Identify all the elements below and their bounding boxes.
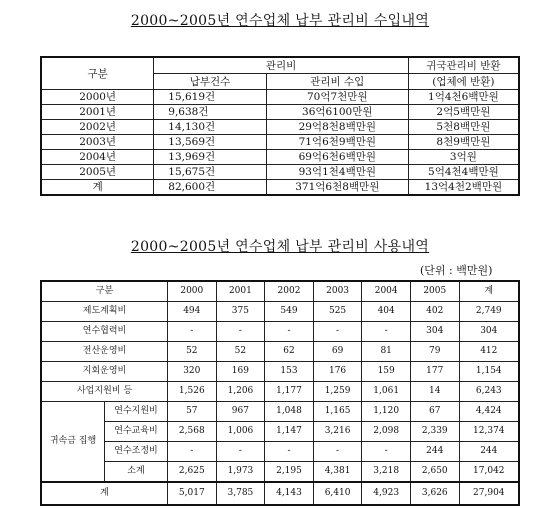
table-row <box>41 362 519 382</box>
total-label: 계 <box>41 482 168 505</box>
cell-value: - <box>168 322 217 342</box>
sub-row-label: 소계 <box>105 462 168 483</box>
row-label: 사업지원비 등 <box>41 382 168 402</box>
cell-value: 2,339 <box>410 422 459 442</box>
cell-value: 1,206 <box>216 382 265 402</box>
cell-count: 15,619건 <box>154 90 266 105</box>
cell-value: 2,650 <box>410 462 459 483</box>
cell-income: 71억6천9백만원 <box>266 135 408 150</box>
cell-value: 4,143 <box>265 482 314 505</box>
cell-value: 494 <box>168 302 217 322</box>
cell-value: 404 <box>362 302 411 322</box>
cell-value: 1,048 <box>265 402 314 422</box>
cell-income: 29억8천8백만원 <box>266 120 408 135</box>
cell-refund: 1억4천6백만원 <box>408 90 519 105</box>
cell-value: - <box>216 322 265 342</box>
cell-count: 13,569건 <box>154 135 266 150</box>
cell-value: 304 <box>410 322 459 342</box>
cell-refund: 5천8백만원 <box>408 120 519 135</box>
table-row <box>41 90 519 105</box>
header-group: 구분 <box>41 57 154 90</box>
cell-value: 244 <box>459 442 519 462</box>
cell-value: 17,042 <box>459 462 519 483</box>
table-row <box>41 462 519 483</box>
cell-income: 36억6100만원 <box>266 105 408 120</box>
header-year: 2002 <box>265 281 314 302</box>
table-row <box>41 382 519 402</box>
row-label: 제도계획비 <box>41 302 168 322</box>
cell-value: 4,923 <box>362 482 411 505</box>
cell-value: 525 <box>313 302 362 322</box>
cell-value: 81 <box>362 342 411 362</box>
cell-value: 1,120 <box>362 402 411 422</box>
table-row <box>41 402 519 422</box>
table-row <box>41 120 519 135</box>
header-year: 계 <box>459 281 519 302</box>
cell-value: 2,625 <box>168 462 217 483</box>
cell-value: 2,098 <box>362 422 411 442</box>
cell-value: - <box>362 442 411 462</box>
cell-value: - <box>362 322 411 342</box>
table2-header-row <box>41 281 519 302</box>
header-refund-line2: (업체에 반환) <box>408 74 519 90</box>
table-row <box>41 342 519 362</box>
cell-count: 9,638건 <box>154 105 266 120</box>
management-fee-usage-table <box>40 280 520 506</box>
cell-count: 14,130건 <box>154 120 266 135</box>
cell-year: 2005년 <box>41 165 154 180</box>
management-fee-income-table <box>40 56 520 196</box>
cell-income: 70억7천만원 <box>266 90 408 105</box>
cell-value: - <box>265 442 314 462</box>
cell-income: 371억6천8백만원 <box>266 180 408 196</box>
cell-year: 2002년 <box>41 120 154 135</box>
table-row <box>41 135 519 150</box>
cell-value: 1,165 <box>313 402 362 422</box>
cell-refund: 5억4천4백만원 <box>408 165 519 180</box>
table-row <box>41 302 519 322</box>
cell-value: 12,374 <box>459 422 519 442</box>
table2-title: 2000~2005년 연수업체 납부 관리비 사용내역 <box>130 239 430 255</box>
cell-value: 2,195 <box>265 462 314 483</box>
cell-refund: 8천9백만원 <box>408 135 519 150</box>
cell-value: 4,381 <box>313 462 362 483</box>
group-label: 귀속금 집행 <box>41 402 105 483</box>
cell-value: 6,410 <box>313 482 362 505</box>
cell-income: 93억1천4백만원 <box>266 165 408 180</box>
cell-count: 82,600건 <box>154 180 266 196</box>
cell-value: 6,243 <box>459 382 519 402</box>
total-row <box>41 482 519 505</box>
cell-value: 169 <box>216 362 265 382</box>
cell-value: 62 <box>265 342 314 362</box>
cell-value: 1,006 <box>216 422 265 442</box>
sub-row-label: 연수지원비 <box>105 402 168 422</box>
cell-value: 69 <box>313 342 362 362</box>
header-mgmt-fee: 관리비 <box>154 57 409 74</box>
header-income: 관리비 수입 <box>266 74 408 90</box>
cell-value: 52 <box>168 342 217 362</box>
cell-value: 52 <box>216 342 265 362</box>
header-refund-line1: 귀국관리비 반환 <box>408 57 519 74</box>
sub-row-label: 연수교육비 <box>105 422 168 442</box>
header-group: 구분 <box>41 281 168 302</box>
cell-value: 244 <box>410 442 459 462</box>
unit-label: (단위 : 백만원) <box>420 264 493 277</box>
cell-value: 402 <box>410 302 459 322</box>
cell-value: 1,973 <box>216 462 265 483</box>
row-label: 전산운영비 <box>41 342 168 362</box>
cell-value: 4,424 <box>459 402 519 422</box>
table1-title: 2000~2005년 연수업체 납부 관리비 수입내역 <box>130 13 430 29</box>
header-year: 2000 <box>168 281 217 302</box>
table1-body <box>41 90 519 196</box>
cell-value: 3,218 <box>362 462 411 483</box>
cell-value: 5,017 <box>168 482 217 505</box>
row-label: 지회운영비 <box>41 362 168 382</box>
header-year: 2001 <box>216 281 265 302</box>
table-row <box>41 422 519 442</box>
cell-value: 2,568 <box>168 422 217 442</box>
cell-value: 3,626 <box>410 482 459 505</box>
cell-value: - <box>313 442 362 462</box>
header-year: 2004 <box>362 281 411 302</box>
header-year: 2003 <box>313 281 362 302</box>
cell-value: 1,259 <box>313 382 362 402</box>
cell-value: 1,526 <box>168 382 217 402</box>
cell-value: - <box>168 442 217 462</box>
cell-year: 2004년 <box>41 150 154 165</box>
cell-value: 2,749 <box>459 302 519 322</box>
cell-count: 15,675건 <box>154 165 266 180</box>
cell-value: 3,785 <box>216 482 265 505</box>
cell-value: 304 <box>459 322 519 342</box>
cell-value: 176 <box>313 362 362 382</box>
table-row <box>41 442 519 462</box>
cell-value: 375 <box>216 302 265 322</box>
cell-value: 79 <box>410 342 459 362</box>
cell-value: 14 <box>410 382 459 402</box>
cell-value: 1,147 <box>265 422 314 442</box>
cell-income: 69억6천6백만원 <box>266 150 408 165</box>
table2-body <box>41 302 519 506</box>
cell-count: 13,969건 <box>154 150 266 165</box>
cell-refund: 3억원 <box>408 150 519 165</box>
cell-value: 967 <box>216 402 265 422</box>
cell-year: 2003년 <box>41 135 154 150</box>
row-label: 연수협력비 <box>41 322 168 342</box>
header-year: 2005 <box>410 281 459 302</box>
cell-value: 27,904 <box>459 482 519 505</box>
cell-value: 153 <box>265 362 314 382</box>
header-paid-count: 납부건수 <box>154 74 266 90</box>
table-row <box>41 322 519 342</box>
cell-value: 549 <box>265 302 314 322</box>
cell-value: 412 <box>459 342 519 362</box>
table-row <box>41 105 519 120</box>
table-row <box>41 180 519 196</box>
cell-year: 2001년 <box>41 105 154 120</box>
cell-value: 1,177 <box>265 382 314 402</box>
table-row <box>41 165 519 180</box>
cell-value: - <box>265 322 314 342</box>
table-row <box>41 150 519 165</box>
cell-value: 57 <box>168 402 217 422</box>
cell-year: 2000년 <box>41 90 154 105</box>
cell-year: 계 <box>41 180 154 196</box>
cell-value: 67 <box>410 402 459 422</box>
cell-value: 159 <box>362 362 411 382</box>
cell-value: - <box>216 442 265 462</box>
cell-value: 1,061 <box>362 382 411 402</box>
cell-value: 1,154 <box>459 362 519 382</box>
cell-value: 177 <box>410 362 459 382</box>
cell-value: - <box>313 322 362 342</box>
cell-value: 3,216 <box>313 422 362 442</box>
sub-row-label: 연수조정비 <box>105 442 168 462</box>
cell-value: 320 <box>168 362 217 382</box>
cell-refund: 13억4천2백만원 <box>408 180 519 196</box>
cell-refund: 2억5백만원 <box>408 105 519 120</box>
